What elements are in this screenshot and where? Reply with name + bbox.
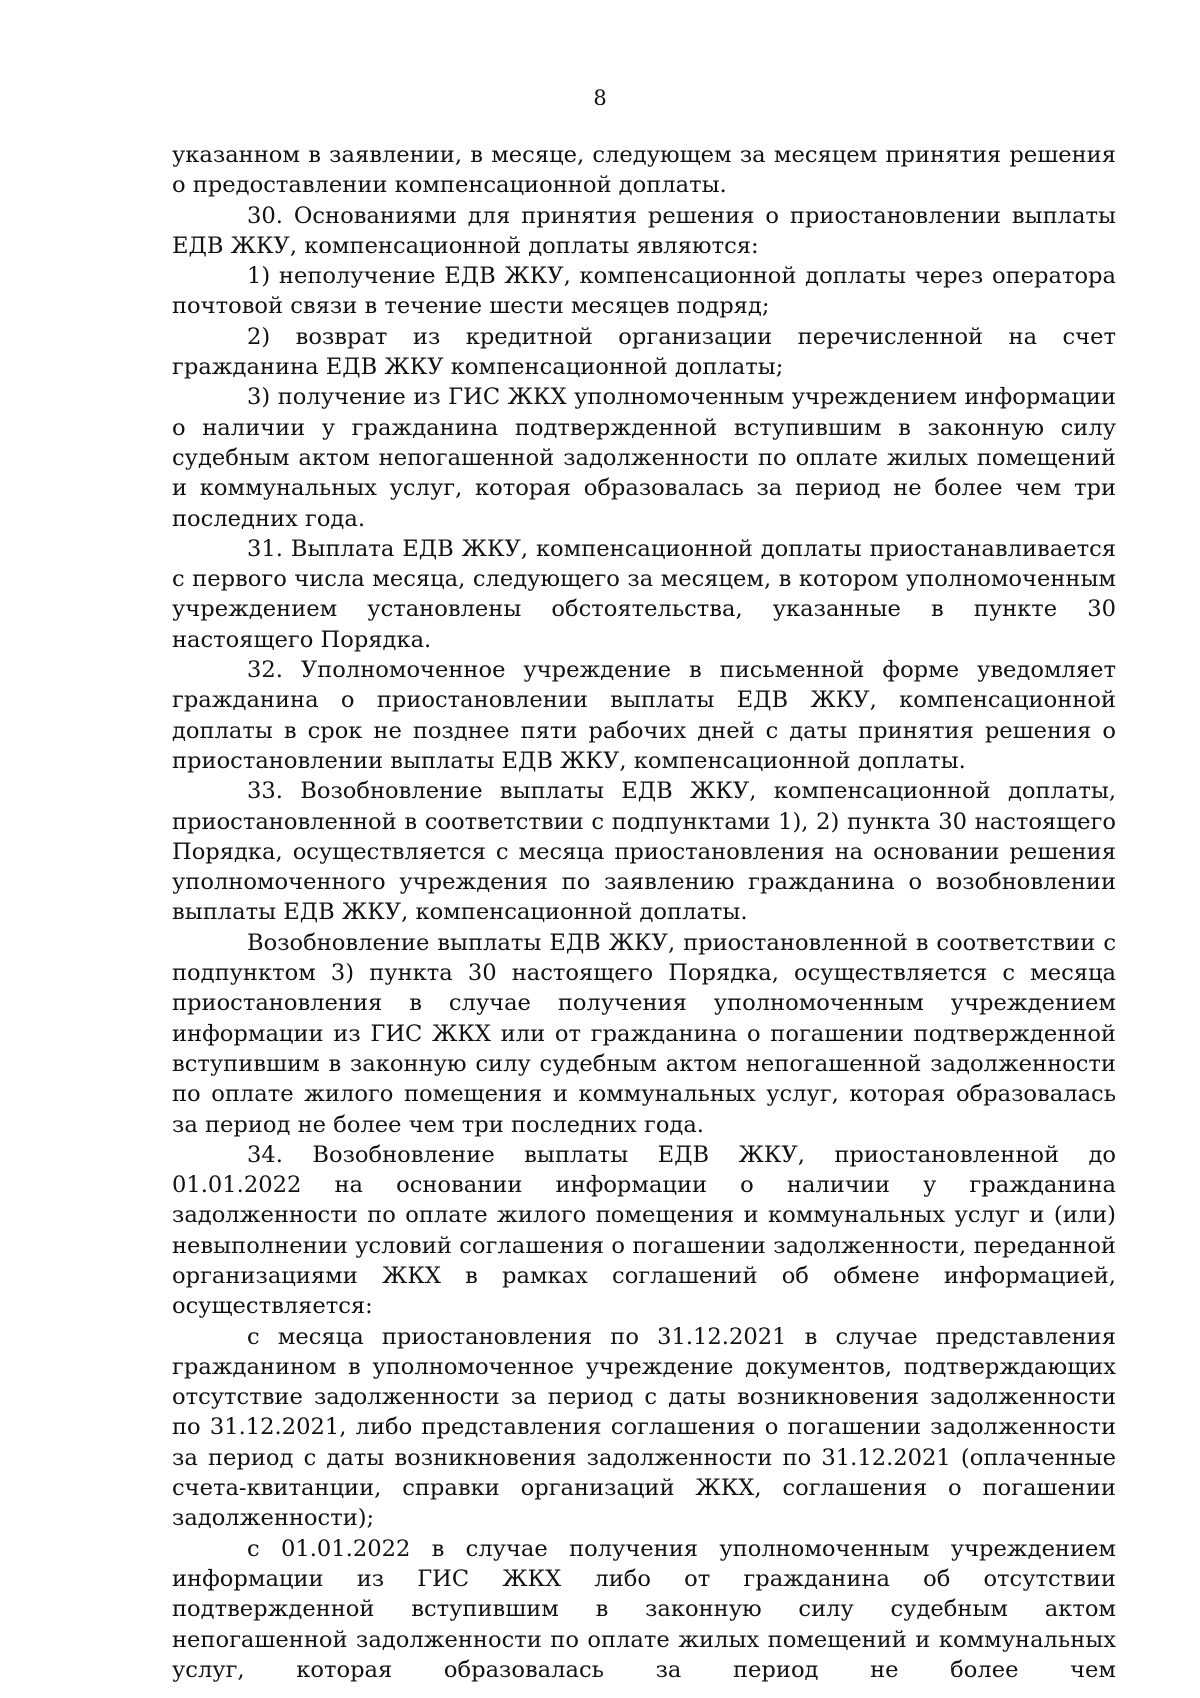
paragraph-item-34-case-1: с месяца приостановления по 31.12.2021 в случае представления гражданином в уполномоченное учреждение документов, подтверждающих отсутствие задолженности за период с даты возникновения задолженности по 31.12.2021, либо представления соглашения о погашении задолженности за период с даты возникновения задолженности по 31.12.2021 (оплаченные счета-квитанции, справки организаций ЖКХ, соглашения о погашении задолженности); bbox=[172, 1323, 1116, 1532]
paragraph-subitem-30-3: 3) получение из ГИС ЖКХ уполномоченным учреждением информации о наличии у гражданина подтвержденной вступившим в законную силу судебным актом непогашенной задолженности по оплате жилых помещений и коммунальных услуг, которая образовалась за период не более чем три последних года. bbox=[172, 384, 1116, 532]
paragraph-item-30: 30. Основаниями для принятия решения о приостановлении выплаты ЕДВ ЖКУ, компенсационной доплаты являются: bbox=[172, 202, 1116, 259]
paragraph-item-34: 34. Возобновление выплаты ЕДВ ЖКУ, приостановленной до 01.01.2022 на основании информации о наличии у гражданина задолженности по оплате жилого помещения и коммунальных услуг и (или) невыполнении условий соглашения о погашении задолженности, переданной организациями ЖКХ в рамках соглашений об обмене информацией, осуществляется: bbox=[172, 1141, 1116, 1320]
paragraph-subitem-30-1: 1) неполучение ЕДВ ЖКУ, компенсационной доплаты через оператора почтовой связи в течение шести месяцев подряд; bbox=[172, 263, 1116, 320]
paragraph-item-32: 32. Уполномоченное учреждение в письменной форме уведомляет гражданина о приостановлении выплаты ЕДВ ЖКУ, компенсационной доплаты в срок не позднее пяти рабочих дней с даты принятия решения о приостановлении выплаты ЕДВ ЖКУ, компенсационной доплаты. bbox=[172, 657, 1116, 774]
paragraph-item-33: 33. Возобновление выплаты ЕДВ ЖКУ, компенсационной доплаты, приостановленной в соответствии с подпунктами 1), 2) пункта 30 настоящего Порядка, осуществляется с месяца приостановления на основании решения уполномоченного учреждения по заявлению гражданина о возобновлении выплаты ЕДВ ЖКУ, компенсационной доплаты. bbox=[172, 778, 1116, 926]
paragraph-item-34-case-2: с 01.01.2022 в случае получения уполномоченным учреждением информации из ГИС ЖКХ либо от гражданина об отсутствии подтвержденной вступившим в законную силу судебным актом непогашенной задолженности по оплате жилых помещений и коммунальных услуг, которая образовалась за период не более чем bbox=[172, 1535, 1116, 1683]
paragraph-subitem-30-2: 2) возврат из кредитной организации перечисленной на счет гражданина ЕДВ ЖКУ компенсационной доплаты; bbox=[172, 323, 1116, 381]
page-number: 8 bbox=[593, 86, 607, 110]
paragraph-item-33-second: Возобновление выплаты ЕДВ ЖКУ, приостановленной в соответствии с подпунктом 3) пункта 30 настоящего Порядка, осуществляется с месяца приостановления в случае получения уполномоченным учреждением информации из ГИС ЖКХ или от гражданина о погашении подтвержденной вступившим в законную силу судебным актом непогашенной задолженности по оплате жилого помещения и коммунальных услуг, которая образовалась за период не более чем три последних года. bbox=[172, 929, 1116, 1138]
document-body bbox=[172, 140, 1116, 1685]
paragraph-continuation: указанном в заявлении, в месяце, следующем за месяцем принятия решения о предоставлении компенсационной доплаты. bbox=[172, 142, 1116, 199]
paragraph-item-31: 31. Выплата ЕДВ ЖКУ, компенсационной доплаты приостанавливается с первого числа месяца, следующего за месяцем, в котором уполномоченным учреждением установлены обстоятельства, указанные в пункте 30 настоящего Порядка. bbox=[172, 535, 1116, 653]
